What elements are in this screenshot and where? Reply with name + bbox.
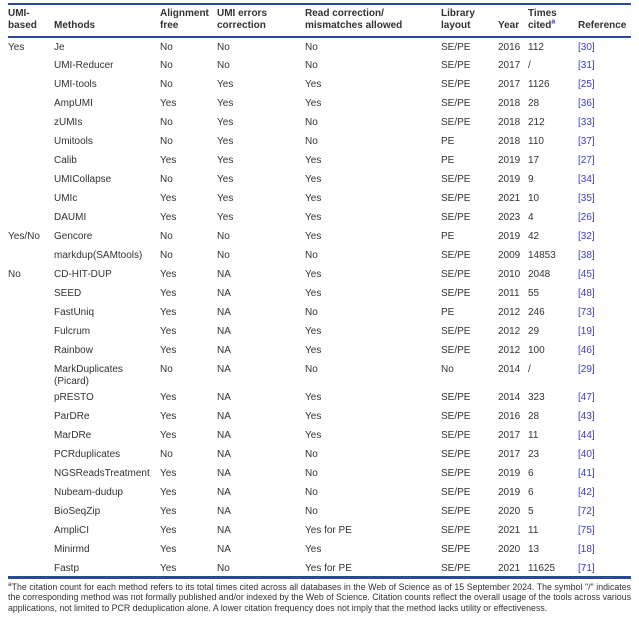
cell-reference[interactable]: [30] (578, 42, 595, 54)
cell-read-correction: Yes (305, 391, 322, 403)
cell-method: MarkDuplicates (Picard) (54, 364, 123, 387)
table-row (8, 189, 631, 208)
cell-year: 2021 (498, 562, 521, 574)
cell-umi-errors: No (217, 60, 230, 72)
cell-library: SE/PE (441, 467, 471, 479)
cell-library: PE (441, 307, 455, 319)
cell-read-correction: Yes (305, 288, 322, 300)
cell-umi-errors: NA (217, 364, 231, 376)
col-header-alignment-free: Alignment free (160, 4, 217, 37)
table-header (8, 4, 631, 37)
cell-umi-based (8, 208, 54, 227)
cell-reference[interactable]: [72] (578, 505, 595, 517)
cell-library: SE/PE (441, 174, 471, 186)
col-header-methods: Methods (54, 4, 160, 37)
cell-read-correction: No (305, 307, 318, 319)
cell-library: SE/PE (441, 193, 471, 205)
cell-reference[interactable]: [45] (578, 269, 595, 281)
cell-read-correction: Yes (305, 429, 322, 441)
cell-alignment-free: Yes (160, 391, 177, 403)
cell-alignment-free: No (160, 250, 173, 262)
cell-umi-errors: NA (217, 269, 231, 281)
cell-reference[interactable]: [31] (578, 60, 595, 72)
cell-year: 2014 (498, 364, 521, 376)
cell-reference[interactable]: [44] (578, 429, 595, 441)
cell-method: BioSeqZip (54, 505, 101, 517)
cell-reference[interactable]: [40] (578, 448, 595, 460)
cell-read-correction: Yes (305, 543, 322, 555)
cell-read-correction: Yes (305, 193, 322, 205)
cell-year: 2009 (498, 250, 521, 262)
cell-library: SE/PE (441, 505, 471, 517)
cell-umi-errors: Yes (217, 174, 234, 186)
cell-library: No (441, 364, 454, 376)
cell-cited: 110 (528, 136, 544, 148)
cell-reference[interactable]: [32] (578, 231, 595, 243)
cell-reference[interactable]: [36] (578, 98, 595, 110)
cell-library: PE (441, 155, 455, 167)
table-row (8, 37, 631, 56)
cell-reference[interactable]: [18] (578, 543, 595, 555)
cell-reference[interactable]: [73] (578, 307, 595, 319)
cell-read-correction: Yes for PE (305, 562, 352, 574)
cell-read-correction: Yes (305, 231, 322, 243)
cell-read-correction: Yes (305, 269, 322, 281)
cell-year: 2019 (498, 155, 521, 167)
cell-reference[interactable]: [75] (578, 524, 595, 536)
cell-umi-based (8, 425, 54, 444)
cell-cited: 14853 (528, 250, 556, 262)
table-row (8, 56, 631, 75)
cell-method: UMI-Reducer (54, 60, 114, 72)
cell-umi-errors: NA (217, 505, 231, 517)
table-row (8, 284, 631, 303)
cell-cited: 112 (528, 42, 544, 54)
cell-cited: 11 (528, 524, 539, 536)
cell-method: Umitools (54, 136, 93, 148)
cell-year: 2017 (498, 448, 521, 460)
cell-cited: 55 (528, 288, 540, 300)
cell-reference[interactable]: [35] (578, 193, 595, 205)
cell-read-correction: Yes for PE (305, 524, 352, 536)
cell-method: Minirmd (54, 543, 90, 555)
cell-alignment-free: No (160, 231, 173, 243)
cell-reference[interactable]: [47] (578, 391, 595, 403)
cell-reference[interactable]: [42] (578, 486, 595, 498)
cell-library: SE/PE (441, 250, 471, 262)
cell-reference[interactable]: [25] (578, 79, 595, 91)
cell-library: SE/PE (441, 486, 471, 498)
cell-year: 2021 (498, 193, 521, 205)
table-row (8, 303, 631, 322)
table-row (8, 387, 631, 406)
col-header-umi-based: UMI-based (8, 4, 54, 37)
cell-umi-based (8, 113, 54, 132)
cell-alignment-free: Yes (160, 543, 177, 555)
cell-read-correction: No (305, 486, 318, 498)
col-header-library-layout: Library layout (441, 4, 498, 37)
cell-umi-based (8, 463, 54, 482)
cell-cited: 42 (528, 231, 540, 243)
cell-umi-based (8, 284, 54, 303)
cell-umi-errors: NA (217, 543, 231, 555)
cell-alignment-free: No (160, 79, 173, 91)
cell-cited: 246 (528, 307, 545, 319)
cell-method: FastUniq (54, 307, 95, 319)
cell-year: 2012 (498, 345, 521, 357)
cell-method: Gencore (54, 231, 93, 243)
cell-alignment-free: Yes (160, 212, 177, 224)
table-row (8, 501, 631, 520)
cell-method: markdup(SAMtools) (54, 250, 143, 262)
cell-umi-errors: NA (217, 467, 231, 479)
cell-year: 2021 (498, 524, 521, 536)
cell-umi-errors: NA (217, 307, 231, 319)
cell-cited: 212 (528, 117, 545, 129)
cell-year: 2020 (498, 505, 521, 517)
cell-umi-errors: No (217, 231, 230, 243)
cell-umi-errors: NA (217, 448, 231, 460)
cell-cited: 9 (528, 174, 534, 186)
cell-year: 2019 (498, 231, 521, 243)
cell-method: Fastp (54, 562, 80, 574)
cell-umi-based (8, 387, 54, 406)
cell-library: SE/PE (441, 345, 471, 357)
cell-umi-errors: Yes (217, 79, 234, 91)
col-header-times-cited (528, 4, 578, 37)
cell-umi-errors: No (217, 250, 230, 262)
cell-alignment-free: Yes (160, 562, 177, 574)
cell-umi-errors: NA (217, 410, 231, 422)
cell-library: SE/PE (441, 562, 471, 574)
cell-alignment-free: Yes (160, 288, 177, 300)
cell-library: SE/PE (441, 326, 471, 338)
cell-library: SE/PE (441, 60, 471, 72)
methods-comparison-table (8, 3, 631, 579)
cell-cited: 4 (528, 212, 534, 224)
cell-cited: 17 (528, 155, 540, 167)
table-row (8, 341, 631, 360)
cell-umi-based: Yes (8, 42, 25, 54)
cell-umi-errors: NA (217, 429, 231, 441)
table-row (8, 113, 631, 132)
cell-library: SE/PE (441, 410, 471, 422)
cell-reference[interactable]: [34] (578, 174, 595, 186)
cell-umi-errors: NA (217, 524, 231, 536)
cell-method: UMI-tools (54, 79, 97, 91)
cell-reference[interactable]: [43] (578, 410, 595, 422)
cell-umi-based (8, 170, 54, 189)
cell-read-correction: No (305, 467, 318, 479)
cell-read-correction: Yes (305, 212, 322, 224)
cell-reference[interactable]: [48] (578, 288, 595, 300)
cell-umi-based (8, 520, 54, 539)
cell-library: SE/PE (441, 429, 471, 441)
cell-read-correction: No (305, 60, 318, 72)
footnote-superscript: a (8, 580, 12, 588)
cell-year: 2012 (498, 326, 521, 338)
cell-alignment-free: Yes (160, 98, 177, 110)
cell-alignment-free: Yes (160, 410, 177, 422)
cell-umi-errors: NA (217, 345, 231, 357)
table-row (8, 246, 631, 265)
cell-cited: 6 (528, 467, 534, 479)
cell-cited: 100 (528, 345, 545, 357)
col-header-reference: Reference (578, 4, 631, 37)
cell-alignment-free: No (160, 136, 173, 148)
cell-library: PE (441, 136, 455, 148)
cell-year: 2019 (498, 467, 521, 479)
cell-method: Rainbow (54, 345, 93, 357)
cell-cited: 2048 (528, 269, 551, 281)
cell-library: SE/PE (441, 448, 471, 460)
table-row (8, 227, 631, 246)
table-row (8, 463, 631, 482)
cell-method: CD-HIT-DUP (54, 269, 112, 281)
cell-year: 2018 (498, 117, 521, 129)
cell-read-correction: Yes (305, 174, 322, 186)
col-header-year: Year (498, 4, 528, 37)
cell-year: 2017 (498, 429, 521, 441)
cell-method: pRESTO (54, 391, 94, 403)
table-row (8, 444, 631, 463)
cell-method: MarDRe (54, 429, 92, 441)
cell-method: ParDRe (54, 410, 90, 422)
cell-umi-based (8, 94, 54, 113)
times-cited-label: Times cited (528, 8, 557, 31)
footnote-text: The citation count for each method refers to its total times cited across all databases in the Web of Science as of 15 September 2024. The symbol "/" indicates the corresponding method was not formally published and/or indexed by the Web of Science. Citation counts reflect the overall usage of the tools across various applications, not limited to PCR deduplication alone. A lower citation frequency does not imply that the method lacks utility or effectiveness. (8, 581, 631, 614)
cell-cited: 29 (528, 326, 540, 338)
cell-alignment-free: No (160, 174, 173, 186)
cell-method: SEED (54, 288, 82, 300)
cell-reference[interactable]: [29] (578, 364, 595, 376)
cell-umi-errors: NA (217, 326, 231, 338)
cell-umi-based (8, 341, 54, 360)
cell-alignment-free: Yes (160, 429, 177, 441)
cell-umi-errors: Yes (217, 117, 234, 129)
cell-read-correction: Yes (305, 410, 322, 422)
cell-library: SE/PE (441, 524, 471, 536)
cell-cited: 11 (528, 429, 539, 441)
cell-umi-based (8, 558, 54, 577)
cell-year: 2018 (498, 98, 521, 110)
table-row (8, 520, 631, 539)
cell-umi-errors: NA (217, 288, 231, 300)
cell-library: SE/PE (441, 79, 471, 91)
cell-umi-errors: Yes (217, 136, 234, 148)
cell-umi-based (8, 444, 54, 463)
cell-umi-based (8, 246, 54, 265)
cell-umi-errors: Yes (217, 155, 234, 167)
cell-umi-based: Yes/No (8, 231, 40, 243)
cell-library: SE/PE (441, 269, 471, 281)
table-row (8, 132, 631, 151)
cell-umi-based: No (8, 269, 21, 281)
cell-reference[interactable]: [46] (578, 345, 595, 357)
cell-reference[interactable]: [38] (578, 250, 595, 262)
cell-year: 2016 (498, 42, 521, 54)
cell-year: 2020 (498, 543, 521, 555)
cell-year: 2018 (498, 136, 521, 148)
cell-cited: 323 (528, 391, 545, 403)
cell-year: 2023 (498, 212, 521, 224)
cell-cited: 11625 (528, 562, 556, 574)
cell-umi-based (8, 151, 54, 170)
cell-library: SE/PE (441, 117, 471, 129)
cell-alignment-free: No (160, 117, 173, 129)
cell-umi-based (8, 132, 54, 151)
cell-umi-errors: NA (217, 486, 231, 498)
cell-umi-errors: No (217, 562, 230, 574)
cell-reference[interactable]: [19] (578, 326, 595, 338)
cell-umi-errors: No (217, 42, 230, 54)
cell-year: 2014 (498, 391, 521, 403)
cell-read-correction: Yes (305, 155, 322, 167)
cell-read-correction: No (305, 505, 318, 517)
cell-method: Fulcrum (54, 326, 91, 338)
col-header-read-correction: Read correction/ mismatches allowed (305, 4, 441, 37)
cell-year: 2011 (498, 288, 520, 300)
cell-year: 2017 (498, 60, 521, 72)
table-row (8, 170, 631, 189)
cell-reference[interactable]: [26] (578, 212, 595, 224)
cell-alignment-free: Yes (160, 326, 177, 338)
cell-method: DAUMI (54, 212, 87, 224)
table-row (8, 322, 631, 341)
cell-year: 2019 (498, 486, 521, 498)
cell-method: Je (54, 42, 65, 54)
col-header-umi-errors: UMI errors correction (217, 4, 305, 37)
cell-umi-based (8, 303, 54, 322)
cell-alignment-free: No (160, 448, 173, 460)
cell-read-correction: Yes (305, 98, 322, 110)
cell-method: AmpliCI (54, 524, 90, 536)
times-cited-superscript: a (551, 18, 556, 26)
cell-alignment-free: Yes (160, 307, 177, 319)
cell-umi-errors: Yes (217, 193, 234, 205)
cell-read-correction: No (305, 448, 318, 460)
table-row (8, 539, 631, 558)
cell-alignment-free: Yes (160, 467, 177, 479)
header-row (8, 4, 631, 37)
cell-year: 2016 (498, 410, 521, 422)
cell-read-correction: Yes (305, 326, 322, 338)
cell-year: 2017 (498, 79, 521, 91)
cell-umi-based (8, 75, 54, 94)
cell-reference[interactable]: [33] (578, 117, 595, 129)
cell-method: Nubeam-dudup (54, 486, 123, 498)
cell-umi-based (8, 501, 54, 520)
cell-umi-based (8, 360, 54, 388)
cell-cited: 6 (528, 486, 534, 498)
cell-umi-errors: Yes (217, 212, 234, 224)
cell-alignment-free: Yes (160, 155, 177, 167)
cell-cited: 10 (528, 193, 540, 205)
cell-reference[interactable]: [37] (578, 136, 595, 148)
cell-alignment-free: No (160, 42, 173, 54)
cell-method: AmpUMI (54, 98, 93, 110)
cell-cited: / (528, 364, 531, 376)
cell-read-correction: No (305, 136, 318, 148)
cell-umi-based (8, 322, 54, 341)
cell-cited: 13 (528, 543, 540, 555)
cell-alignment-free: Yes (160, 193, 177, 205)
cell-cited: 1126 (528, 79, 550, 91)
table-row (8, 94, 631, 113)
cell-umi-errors: Yes (217, 98, 234, 110)
table-footnote (8, 582, 631, 614)
cell-cited: 28 (528, 410, 540, 422)
cell-library: SE/PE (441, 212, 471, 224)
cell-year: 2019 (498, 174, 521, 186)
cell-year: 2012 (498, 307, 521, 319)
table-row (8, 425, 631, 444)
cell-reference[interactable]: [27] (578, 155, 595, 167)
table-row (8, 558, 631, 577)
cell-read-correction: Yes (305, 345, 322, 357)
table-row (8, 208, 631, 227)
cell-library: SE/PE (441, 391, 471, 403)
cell-umi-based (8, 406, 54, 425)
cell-alignment-free: Yes (160, 269, 177, 281)
cell-umi-based (8, 482, 54, 501)
cell-alignment-free: Yes (160, 345, 177, 357)
cell-umi-errors: NA (217, 391, 231, 403)
cell-cited: / (528, 60, 531, 72)
cell-cited: 28 (528, 98, 540, 110)
table-row (8, 360, 631, 388)
table-row (8, 75, 631, 94)
cell-cited: 5 (528, 505, 534, 517)
cell-reference[interactable]: [71] (578, 562, 595, 574)
cell-reference[interactable]: [41] (578, 467, 595, 479)
cell-umi-based (8, 189, 54, 208)
cell-read-correction: Yes (305, 79, 322, 91)
cell-method: Calib (54, 155, 77, 167)
cell-read-correction: No (305, 250, 318, 262)
table-row (8, 151, 631, 170)
cell-library: SE/PE (441, 288, 471, 300)
cell-library: SE/PE (441, 98, 471, 110)
cell-cited: 23 (528, 448, 540, 460)
table-body (8, 37, 631, 578)
cell-year: 2010 (498, 269, 521, 281)
cell-alignment-free: Yes (160, 524, 177, 536)
cell-method: PCRduplicates (54, 448, 121, 460)
cell-alignment-free: Yes (160, 505, 177, 517)
cell-read-correction: No (305, 364, 318, 376)
cell-method: UMIc (54, 193, 78, 205)
cell-umi-based (8, 539, 54, 558)
cell-method: NGSReadsTreatment (54, 467, 150, 479)
table-row (8, 482, 631, 501)
cell-alignment-free: No (160, 60, 173, 72)
cell-alignment-free: Yes (160, 486, 177, 498)
cell-read-correction: No (305, 117, 318, 129)
cell-library: SE/PE (441, 42, 471, 54)
cell-read-correction: No (305, 42, 318, 54)
cell-library: PE (441, 231, 455, 243)
table-row (8, 265, 631, 284)
cell-alignment-free: No (160, 364, 173, 376)
cell-umi-based (8, 56, 54, 75)
cell-method: UMICollapse (54, 174, 112, 186)
table-row (8, 406, 631, 425)
cell-library: SE/PE (441, 543, 471, 555)
cell-method: zUMIs (54, 117, 83, 129)
